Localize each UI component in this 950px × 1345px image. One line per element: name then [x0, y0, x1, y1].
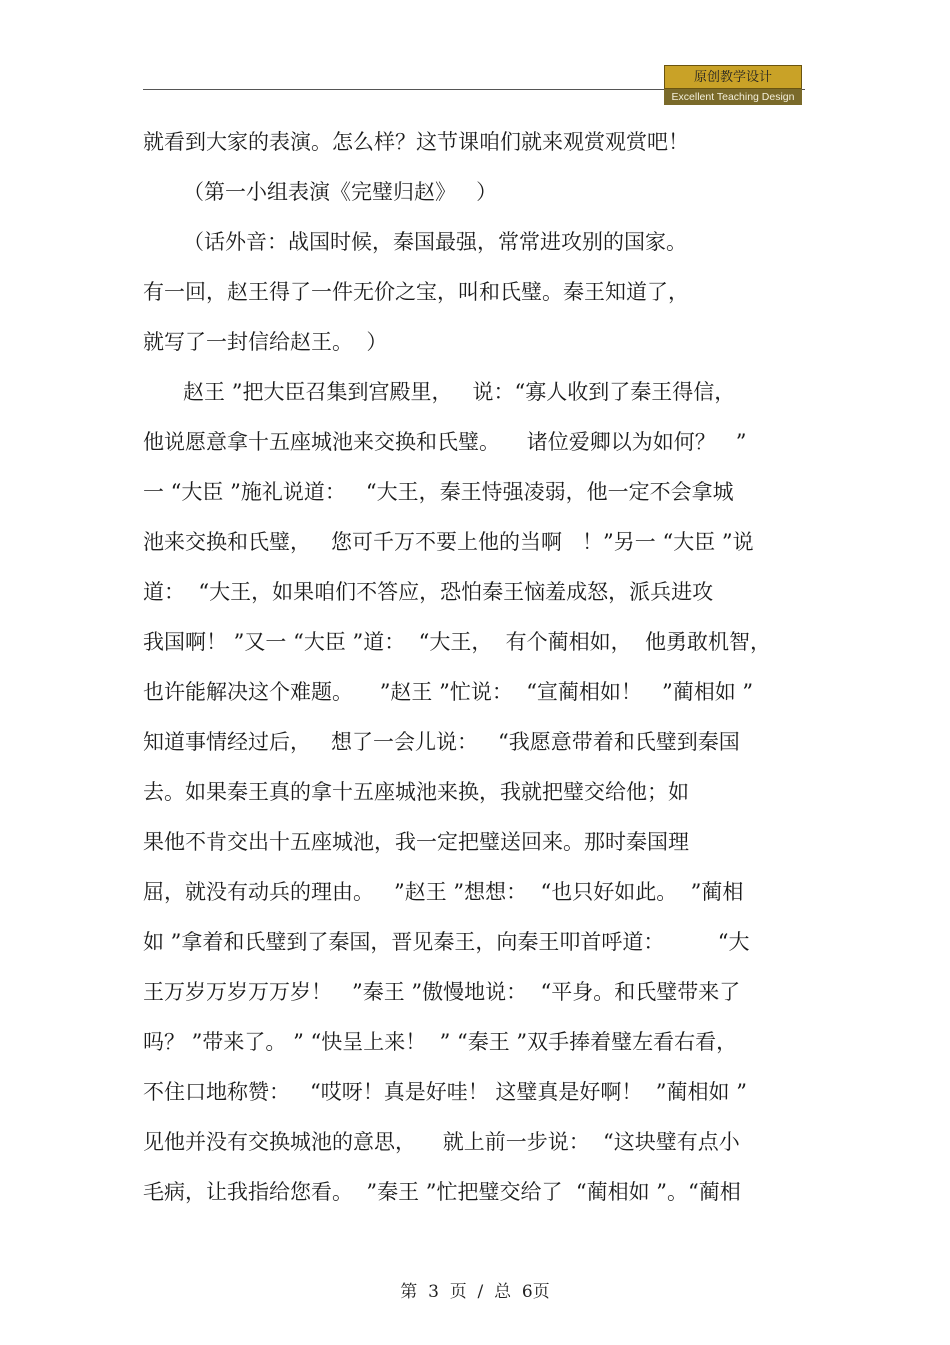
text-line: 果他不肯交出十五座城池，我一定把璧送回来。那时秦国理 — [143, 830, 689, 854]
badge-subtitle: Excellent Teaching Design — [664, 89, 802, 105]
text-line: 一 “大臣 ”施礼说道： “大王，秦王恃强凌弱，他一定不会拿城 — [143, 480, 734, 504]
text-line: （话外音：战国时候，秦国最强，常常进攻别的国家。 — [143, 230, 688, 254]
text-line: 有一回，赵王得了一件无价之宝，叫和氏璧。秦王知道了， — [143, 280, 689, 304]
text-line: 不住口地称赞： “哎呀！真是好哇！ 这璧真是好啊！ ”蔺相如 ” — [143, 1080, 747, 1104]
text-line: 见他并没有交换城池的意思， 就上前一步说： “这块璧有点小 — [143, 1130, 740, 1154]
text-line: 就看到大家的表演。怎么样？这节课咱们就来观赏观赏吧！ — [143, 130, 689, 154]
text-line: 赵王 ”把大臣召集到宫殿里， 说：“寡人收到了秦王得信， — [143, 380, 736, 404]
text-line: 他说愿意拿十五座城池来交换和氏璧。 诸位爱卿以为如何？ ” — [143, 430, 747, 454]
text-line: 吗？ ”带来了。 ” “快呈上来！ ” “秦王 ”双手捧着璧左看右看， — [143, 1030, 738, 1054]
document-body — [143, 117, 843, 1217]
text-line: 道： “大王，如果咱们不答应，恐怕秦王恼羞成怒，派兵进攻 — [143, 580, 714, 604]
text-line: 去。如果秦王真的拿十五座城池来换，我就把璧交给他；如 — [143, 780, 689, 804]
text-line: 毛病，让我指给您看。 ”秦王 ”忙把璧交给了 “蔺相如 ”。“蔺相 — [143, 1180, 741, 1204]
text-line: 池来交换和氏璧， 您可千万不要上他的当啊 ！”另一 “大臣 ”说 — [143, 530, 754, 554]
text-line: 屈，就没有动兵的理由。 ”赵王 ”想想： “也只好如此。 ”蔺相 — [143, 880, 744, 904]
page-number: 第 3 页 / 总 6页 — [400, 1282, 550, 1302]
text-line: 我国啊！ ”又一 “大臣 ”道： “大王， 有个蔺相如， 他勇敢机智， — [143, 630, 772, 654]
text-line: 如 ”拿着和氏璧到了秦国，晋见秦王，向秦王叩首呼道： “大 — [143, 930, 750, 954]
header-badge — [664, 65, 802, 105]
text-line: 就写了一封信给赵王。 ） — [143, 330, 388, 354]
text-line: 知道事情经过后， 想了一会儿说： “我愿意带着和氏璧到秦国 — [143, 730, 740, 754]
text-line: 也许能解决这个难题。 ”赵王 ”忙说： “宣蔺相如！ ”蔺相如 ” — [143, 680, 754, 704]
text-line: 王万岁万岁万万岁！ ”秦王 ”傲慢地说： “平身。和氏璧带来了 — [143, 980, 741, 1004]
text-line: （第一小组表演《完璧归赵》 ） — [143, 180, 498, 204]
badge-title: 原创教学设计 — [664, 65, 802, 89]
